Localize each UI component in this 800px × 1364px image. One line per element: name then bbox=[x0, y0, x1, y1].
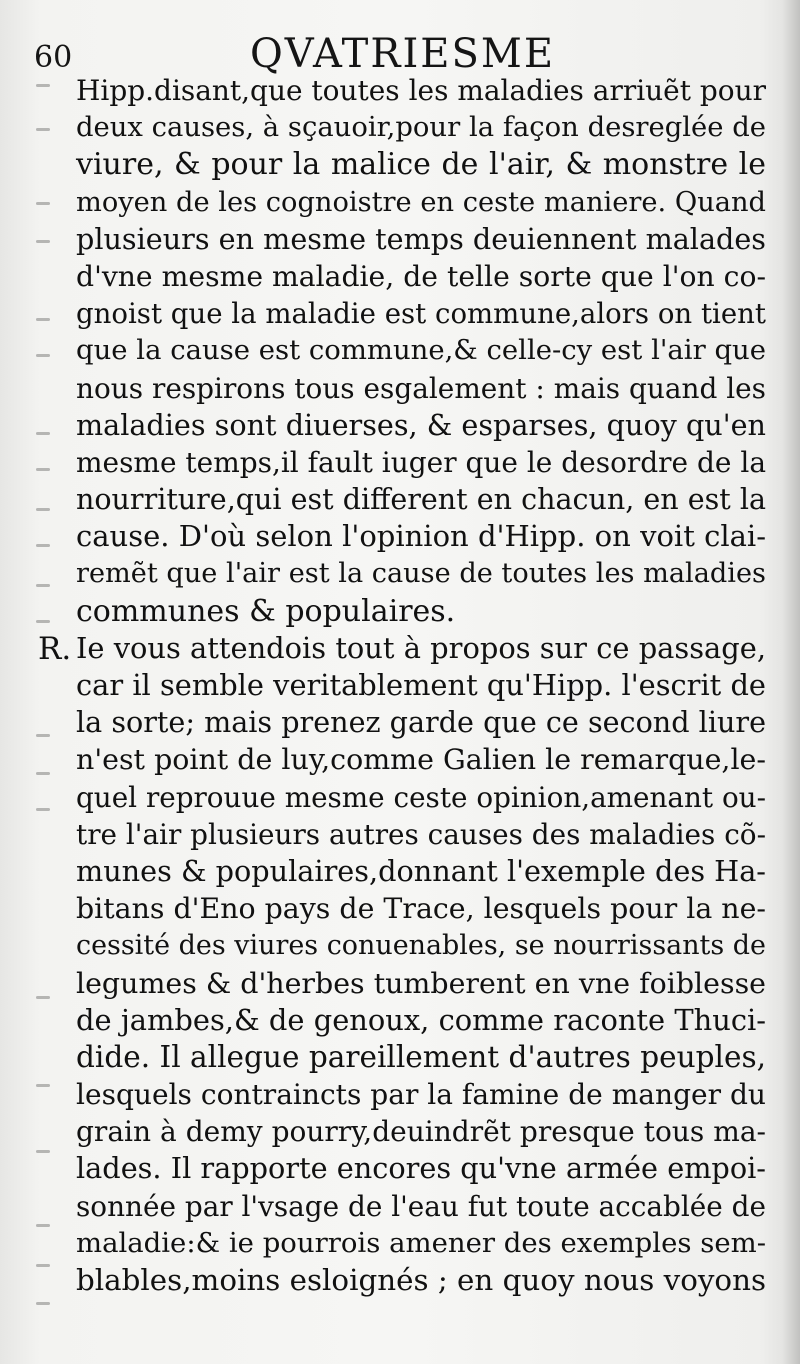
text-line: deux causes, à sçauoir,pour la façon desreglée de bbox=[76, 112, 766, 144]
margin-mark bbox=[36, 84, 50, 87]
margin-mark bbox=[36, 1264, 50, 1267]
margin-mark bbox=[36, 202, 50, 205]
text-line: dide. Il allegue pareillement d'autres peuples, bbox=[76, 1039, 766, 1074]
text-line: grain à demy pourry,deuindrẽt presque tous ma- bbox=[76, 1115, 766, 1149]
text-line: plusieurs en mesme temps deuiennent malades bbox=[76, 221, 766, 256]
body-text bbox=[76, 72, 766, 1299]
margin-mark bbox=[36, 544, 50, 547]
margin-mark bbox=[36, 1150, 50, 1153]
page-number: 60 bbox=[34, 40, 73, 75]
text-line: bitans d'Eno pays de Trace, lesquels pour la ne- bbox=[76, 892, 766, 926]
margin-mark bbox=[36, 808, 50, 811]
text-line: lesquels contraincts par la famine de manger du bbox=[76, 1078, 766, 1112]
text-line: nous respirons tous esgalement : mais quand les bbox=[76, 371, 766, 405]
text-line: remẽt que l'air est la cause de toutes les maladies bbox=[76, 558, 766, 590]
text-line: de jambes,& de genoux, comme raconte Thuci- bbox=[76, 1002, 766, 1037]
margin-mark bbox=[36, 240, 50, 243]
margin-mark bbox=[36, 734, 50, 737]
text-line: moyen de les cognoistre en ceste maniere. Quand bbox=[76, 186, 766, 218]
margin-mark bbox=[36, 1084, 50, 1087]
text-line: cause. D'où selon l'opinion d'Hipp. on voit clai- bbox=[76, 519, 766, 554]
text-line: sonnée par l'vsage de l'eau fut toute accablée de bbox=[76, 1189, 766, 1223]
text-line: Ie vous attendois tout à propos sur ce passage, bbox=[76, 630, 766, 665]
text-line: mesme temps,il fault iuger que le desordre de la bbox=[76, 445, 766, 479]
margin-mark bbox=[36, 468, 50, 471]
margin-mark bbox=[36, 584, 50, 587]
margin-mark bbox=[36, 772, 50, 775]
margin-mark bbox=[36, 128, 50, 131]
text-line: legumes & d'herbes tumberent en vne foiblesse bbox=[76, 966, 766, 1000]
margin-mark bbox=[36, 996, 50, 999]
text-line: la sorte; mais prenez garde que ce second liure bbox=[76, 705, 766, 740]
text-line: munes & populaires,donnant l'exemple des Ha- bbox=[76, 853, 766, 888]
text-line: quel reprouue mesme ceste opinion,amenant ou- bbox=[76, 780, 766, 814]
margin-bleed-marks bbox=[30, 84, 70, 1324]
text-line: blables,moins esloignés ; en quoy nous voyons bbox=[76, 1263, 767, 1297]
text-line: maladie:& ie pourrois amener des exemples sem- bbox=[76, 1226, 766, 1259]
text-line: communes & populaires. bbox=[76, 593, 456, 629]
margin-mark bbox=[36, 508, 50, 511]
text-line: cessité des viures conuenables, se nourrissants de bbox=[76, 930, 766, 962]
margin-mark bbox=[36, 354, 50, 357]
page-header bbox=[0, 26, 800, 76]
text-line: nourriture,qui est different en chacun, en est la bbox=[76, 483, 766, 517]
text-line: que la cause est commune,& celle-cy est l'air que bbox=[76, 334, 766, 367]
margin-mark bbox=[36, 318, 50, 321]
text-line: viure, & pour la malice de l'air, & monstre le bbox=[76, 147, 766, 183]
text-line: maladies sont diuerses, & esparses, quoy qu'en bbox=[76, 407, 766, 442]
speaker-mark: R. bbox=[38, 631, 72, 667]
text-line: gnoist que la maladie est commune,alors on tient bbox=[76, 297, 766, 331]
margin-mark bbox=[36, 1224, 50, 1227]
text-line: lades. Il rapporte encores qu'vne armée empoi- bbox=[76, 1151, 766, 1186]
text-line: car il semble veritablement qu'Hipp. l'escrit de bbox=[76, 668, 766, 702]
margin-mark bbox=[36, 432, 50, 435]
text-line: tre l'air plusieurs autres causes des maladies cõ- bbox=[76, 817, 766, 851]
margin-mark bbox=[36, 1302, 50, 1305]
margin-mark bbox=[36, 620, 50, 623]
running-head: QVATRIESME bbox=[250, 31, 556, 77]
text-line: d'vne mesme maladie, de telle sorte que l'on co- bbox=[76, 259, 766, 293]
text-line: Hipp.disant,que toutes les maladies arriuẽt pour bbox=[76, 74, 766, 107]
page-edge-shadow bbox=[782, 0, 800, 1364]
text-line: n'est point de luy,comme Galien le remarque,le- bbox=[76, 743, 766, 777]
